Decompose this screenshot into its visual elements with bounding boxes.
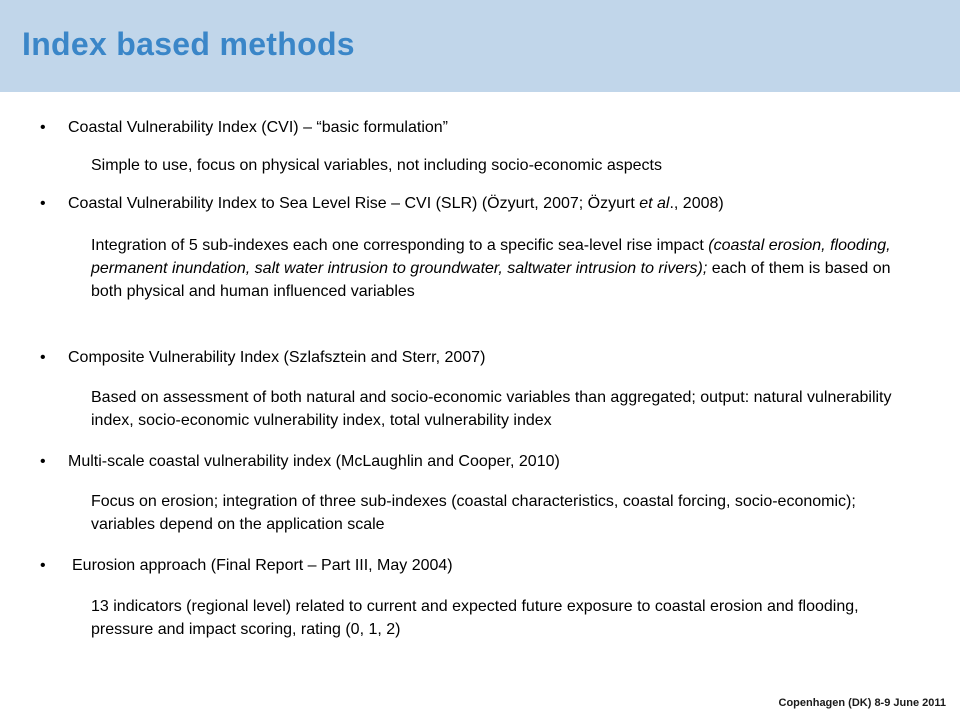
item-heading: Multi-scale coastal vulnerability index (McLaughlin and Cooper, 2010) — [68, 453, 560, 470]
bullet-icon: • — [40, 557, 46, 574]
footer-location-date: Copenhagen (DK) 8-9 June 2011 — [778, 697, 946, 709]
item-description: 13 indicators (regional level) related to current and expected future exposure to coastal erosion and flooding, pressure and impact scoring, rating (0, 1, 2) — [91, 598, 859, 638]
list-item-cvi-slr — [40, 194, 724, 214]
item-description — [91, 234, 921, 303]
item-heading: Composite Vulnerability Index (Szlafsztein and Sterr, 2007) — [68, 349, 486, 366]
list-item-composite — [40, 348, 485, 368]
description-text: Integration of 5 sub-indexes each one corresponding to a specific sea-level rise impact — [91, 237, 709, 254]
bullet-icon: • — [40, 349, 46, 366]
list-item-multiscale — [40, 452, 560, 472]
item-heading: Coastal Vulnerability Index (CVI) – “basic formulation” — [68, 119, 449, 136]
heading-text-end: ., 2008) — [669, 195, 724, 212]
description-text-end: each of them is based on both physical and human influenced variables — [91, 260, 891, 300]
item-heading — [68, 195, 724, 212]
bullet-icon: • — [40, 195, 46, 212]
bullet-icon: • — [40, 119, 46, 136]
heading-text: Coastal Vulnerability Index to Sea Level Rise – CVI (SLR) (Özyurt, 2007; Özyurt — [68, 195, 640, 212]
description-italic-text: (coastal erosion, flooding, permanent inundation, salt water intrusion to groundwater, saltwater intrusion to rivers); — [91, 237, 891, 277]
item-description: Focus on erosion; integration of three sub-indexes (coastal characteristics, coastal forcing, socio-economic); variables depend on the application scale — [91, 493, 856, 533]
bullet-icon: • — [40, 453, 46, 470]
heading-italic-text: et al — [639, 195, 670, 212]
list-item-eurosion — [40, 556, 453, 576]
list-item-cvi — [40, 118, 448, 138]
page-title: Index based methods — [22, 26, 355, 62]
header-band — [0, 0, 960, 92]
item-description: Based on assessment of both natural and socio-economic variables than aggregated; output: natural vulnerability index, socio-economic vulnerability index, total vulnerability index — [91, 389, 892, 429]
item-heading: Eurosion approach (Final Report – Part III, May 2004) — [72, 557, 453, 574]
item-description: Simple to use, focus on physical variables, not including socio-economic aspects — [91, 157, 662, 174]
